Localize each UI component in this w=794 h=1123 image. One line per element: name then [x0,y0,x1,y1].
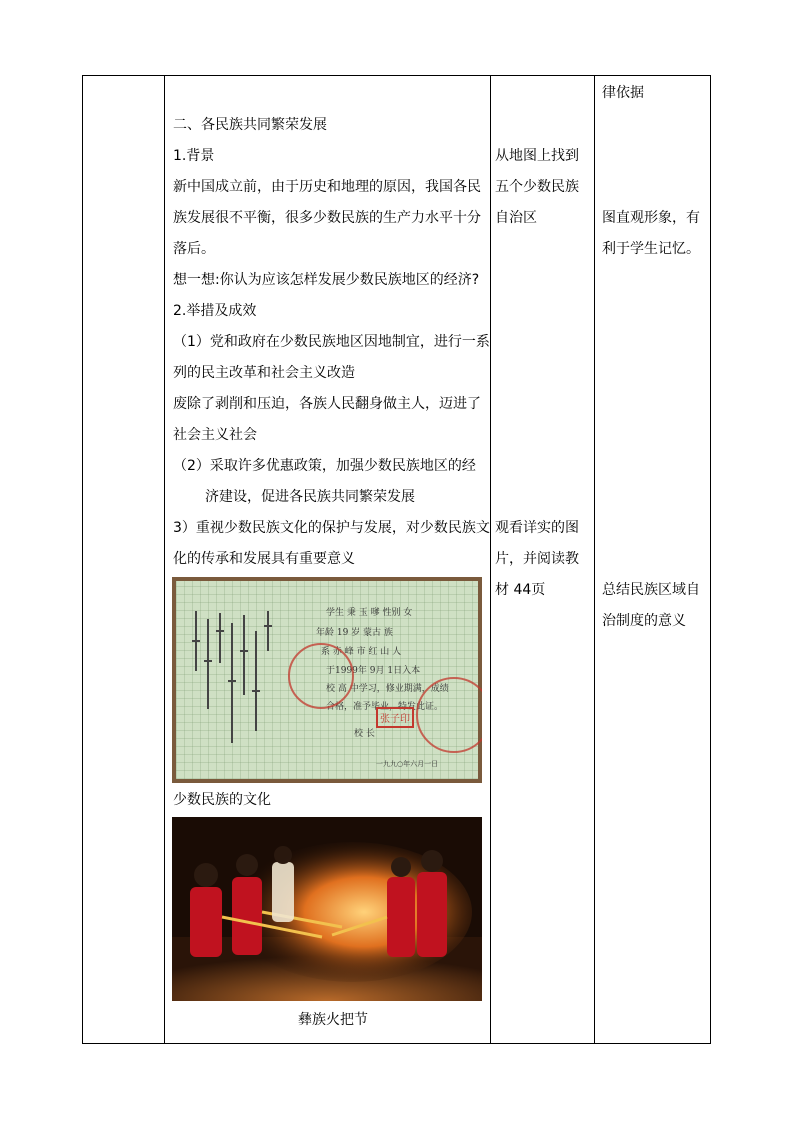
column-divider [164,76,165,1043]
measure-3-line: 3）重视少数民族文化的保护与发展，对少数民族文 [173,520,490,536]
name-seal: 张子印 [376,707,414,728]
background-title: 1.背景 [173,148,215,164]
measure-1-line: 列的民主改革和社会主义改造 [173,365,355,381]
measure-2-line: （2）采取许多优惠政策，加强少数民族地区的经 [173,458,476,474]
image-caption: 彝族火把节 [298,1012,368,1028]
mongolian-script-block [186,601,286,761]
activity-line: 自治区 [495,210,537,226]
activity-line: 五个少数民族 [495,179,579,195]
think-question: 想一想:你认为应该怎样发展少数民族地区的经济? [173,272,480,288]
activity-line: 材 44页 [495,582,546,598]
column-divider [594,76,595,1043]
intent-line: 总结民族区域自 [602,582,700,598]
intent-line: 图直观形象，有 [602,210,700,226]
measure-1-line: （1）党和政府在少数民族地区因地制宜，进行一系 [173,334,490,350]
red-seal [416,677,482,753]
paragraph-line: 新中国成立前，由于历史和地理的原因，我国各民 [173,179,481,195]
measure-2-line: 济建设，促进各民族共同繁荣发展 [205,489,415,505]
image-caption: 少数民族的文化 [173,792,271,808]
paragraph-line: 族发展很不平衡，很多少数民族的生产力水平十分 [173,210,481,226]
intent-line: 律依据 [602,85,644,101]
measure-1-line: 社会主义社会 [173,427,257,443]
intent-line: 利于学生记忆。 [602,241,700,257]
paragraph-line: 落后。 [173,241,215,257]
graduation-certificate-image: 学生 秉 玉 嗲 性别 女 年龄 19 岁 蒙古 族 系 赤 峰 市 红 山 人 于1999年 9月 1日入本 校 高 中学习，修业期满，成绩 合格，准予毕业，特发此证。 校 长 一九九○年六月一日 张子印 [172,577,482,783]
intent-line: 治制度的意义 [602,613,686,629]
activity-line: 观看详实的图 [495,520,579,536]
measure-3-line: 化的传承和发展具有重要意义 [173,551,355,567]
torch-festival-photo [172,817,482,1001]
activity-line: 片，并阅读教 [495,551,579,567]
activity-line: 从地图上找到 [495,148,579,164]
section-heading: 二、各民族共同繁荣发展 [173,117,327,133]
measures-title: 2.举措及成效 [173,303,257,319]
lesson-table [82,75,711,1044]
red-seal [288,643,354,709]
measure-1-line: 废除了剥削和压迫，各族人民翻身做主人，迈进了 [173,396,481,412]
